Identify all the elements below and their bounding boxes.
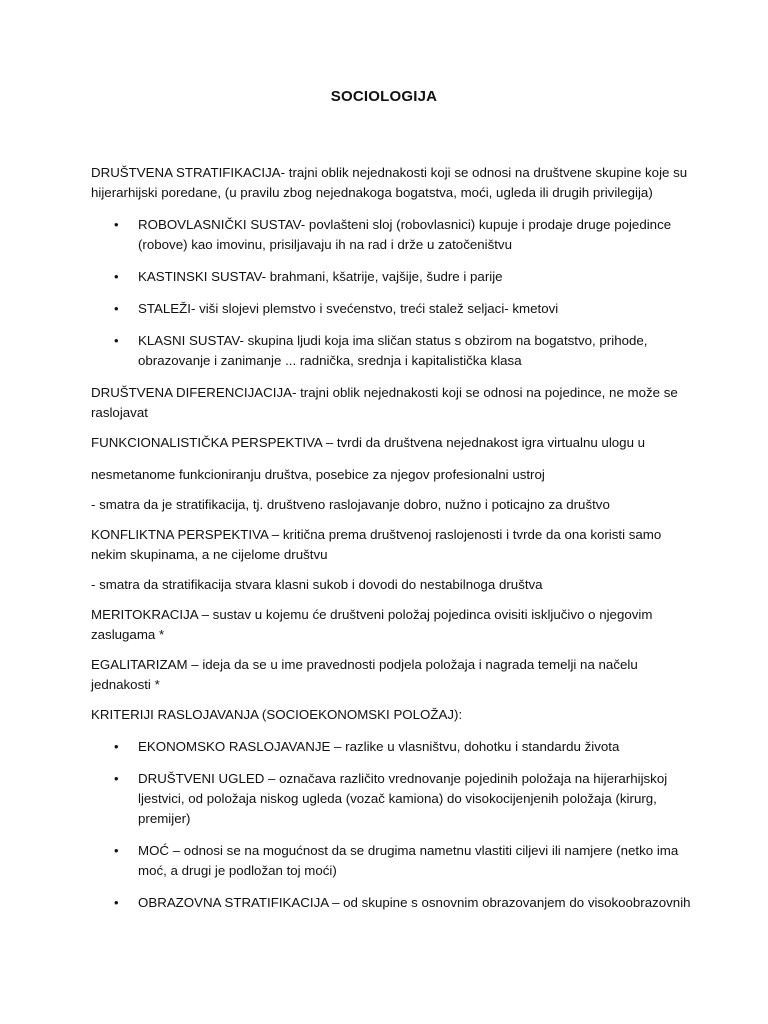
paragraph-funkcionalisticka-cont: nesmetanome funkcioniranju društva, posebice za njegov profesionalni ustroj	[91, 467, 545, 482]
list-item	[91, 215, 691, 255]
paragraph-diferencijacija: DRUŠTVENA DIFERENCIJACIJA- trajni oblik nejednakosti koji se odnosi na pojedince, ne može se raslojavat	[91, 385, 678, 420]
bullet-icon: •	[114, 843, 119, 858]
document-body	[91, 163, 691, 925]
list-item-text: KLASNI SUSTAV- skupina ljudi koja ima sličan status s obzirom na bogatstvo, prihode, obrazovanje i zanimanje ... radnička, srednja i kapitalistička klasa	[138, 333, 648, 368]
list-item-text: KASTINSKI SUSTAV- brahmani, kšatrije, vajšije, šudre i parije	[138, 269, 503, 284]
paragraph-egalitarizam: EGALITARIZAM – ideja da se u ime pravednosti podjela položaja i nagrada temelji na načelu jednakosti *	[91, 657, 638, 692]
list-item-text: EKONOMSKO RASLOJAVANJE – razlike u vlasništvu, dohotku i standardu života	[138, 739, 620, 754]
paragraph-konfliktna: KONFLIKTNA PERSPEKTIVA – kritična prema društvenoj raslojenosti i tvrde da ona koristi samo nekim skupinama, a ne cijelome društvu	[91, 527, 662, 562]
paragraph-konfliktna-note: - smatra da stratifikacija stvara klasni sukob i dovodi do nestabilnoga društva	[91, 577, 543, 592]
bullet-icon: •	[114, 771, 119, 786]
bullet-icon: •	[114, 333, 119, 348]
stratification-systems-list	[91, 215, 691, 371]
paragraph-kriteriji-heading: KRITERIJI RASLOJAVANJA (SOCIOEKONOMSKI POLOŽAJ):	[91, 707, 463, 722]
list-item	[91, 299, 691, 319]
list-item-text: ROBOVLASNIČKI SUSTAV- povlašteni sloj (robovlasnici) kupuje i prodaje druge pojedince (robove) kao imovinu, prisiljavaju ih na rad i drže u zatočeništvu	[138, 217, 672, 252]
bullet-icon: •	[114, 895, 119, 910]
bullet-icon: •	[114, 269, 119, 284]
list-item-text: OBRAZOVNA STRATIFIKACIJA – od skupine s osnovnim obrazovanjem do visokoobrazovnih	[138, 895, 691, 910]
list-item-text: STALEŽI- viši slojevi plemstvo i svećenstvo, treći stalež seljaci- kmetovi	[138, 301, 559, 316]
bullet-icon: •	[114, 301, 119, 316]
paragraph-funkcionalisticka-note: - smatra da je stratifikacija, tj. društveno raslojavanje dobro, nužno i poticajno za društvo	[91, 497, 610, 512]
list-item	[91, 841, 691, 881]
list-item	[91, 267, 691, 287]
paragraph-stratifikacija: DRUŠTVENA STRATIFIKACIJA- trajni oblik nejednakosti koji se odnosi na društvene skupine koje su hijerarhijski poredane, (u pravilu zbog nejednakoga bogatstva, moći, ugleda ili drugih privilegija)	[91, 165, 688, 200]
criteria-list	[91, 737, 691, 913]
paragraph-funkcionalisticka: FUNKCIONALISTIČKA PERSPEKTIVA – tvrdi da društvena nejednakost igra virtualnu ulogu u	[91, 435, 646, 450]
document-title: SOCIOLOGIJA	[330, 88, 438, 105]
paragraph-meritokracija: MERITOKRACIJA – sustav u kojemu će društveni položaj pojedinca ovisiti isključivo o njegovim zaslugama *	[91, 607, 653, 642]
list-item	[91, 331, 691, 371]
bullet-icon: •	[114, 739, 119, 754]
list-item-text: MOĆ – odnosi se na mogućnost da se drugima nametnu vlastiti ciljevi ili namjere (netko ima moć, a drugi je podložan toj moći)	[138, 843, 679, 878]
list-item	[91, 737, 691, 757]
bullet-icon: •	[114, 217, 119, 232]
list-item	[91, 769, 691, 829]
list-item	[91, 893, 691, 913]
list-item-text: DRUŠTVENI UGLED – označava različito vrednovanje pojedinih položaja na hijerarhijskoj ljestvici, od položaja niskog ugleda (vozač kamiona) do visokocijenjenih položaja (kirurg, premijer)	[138, 771, 668, 826]
